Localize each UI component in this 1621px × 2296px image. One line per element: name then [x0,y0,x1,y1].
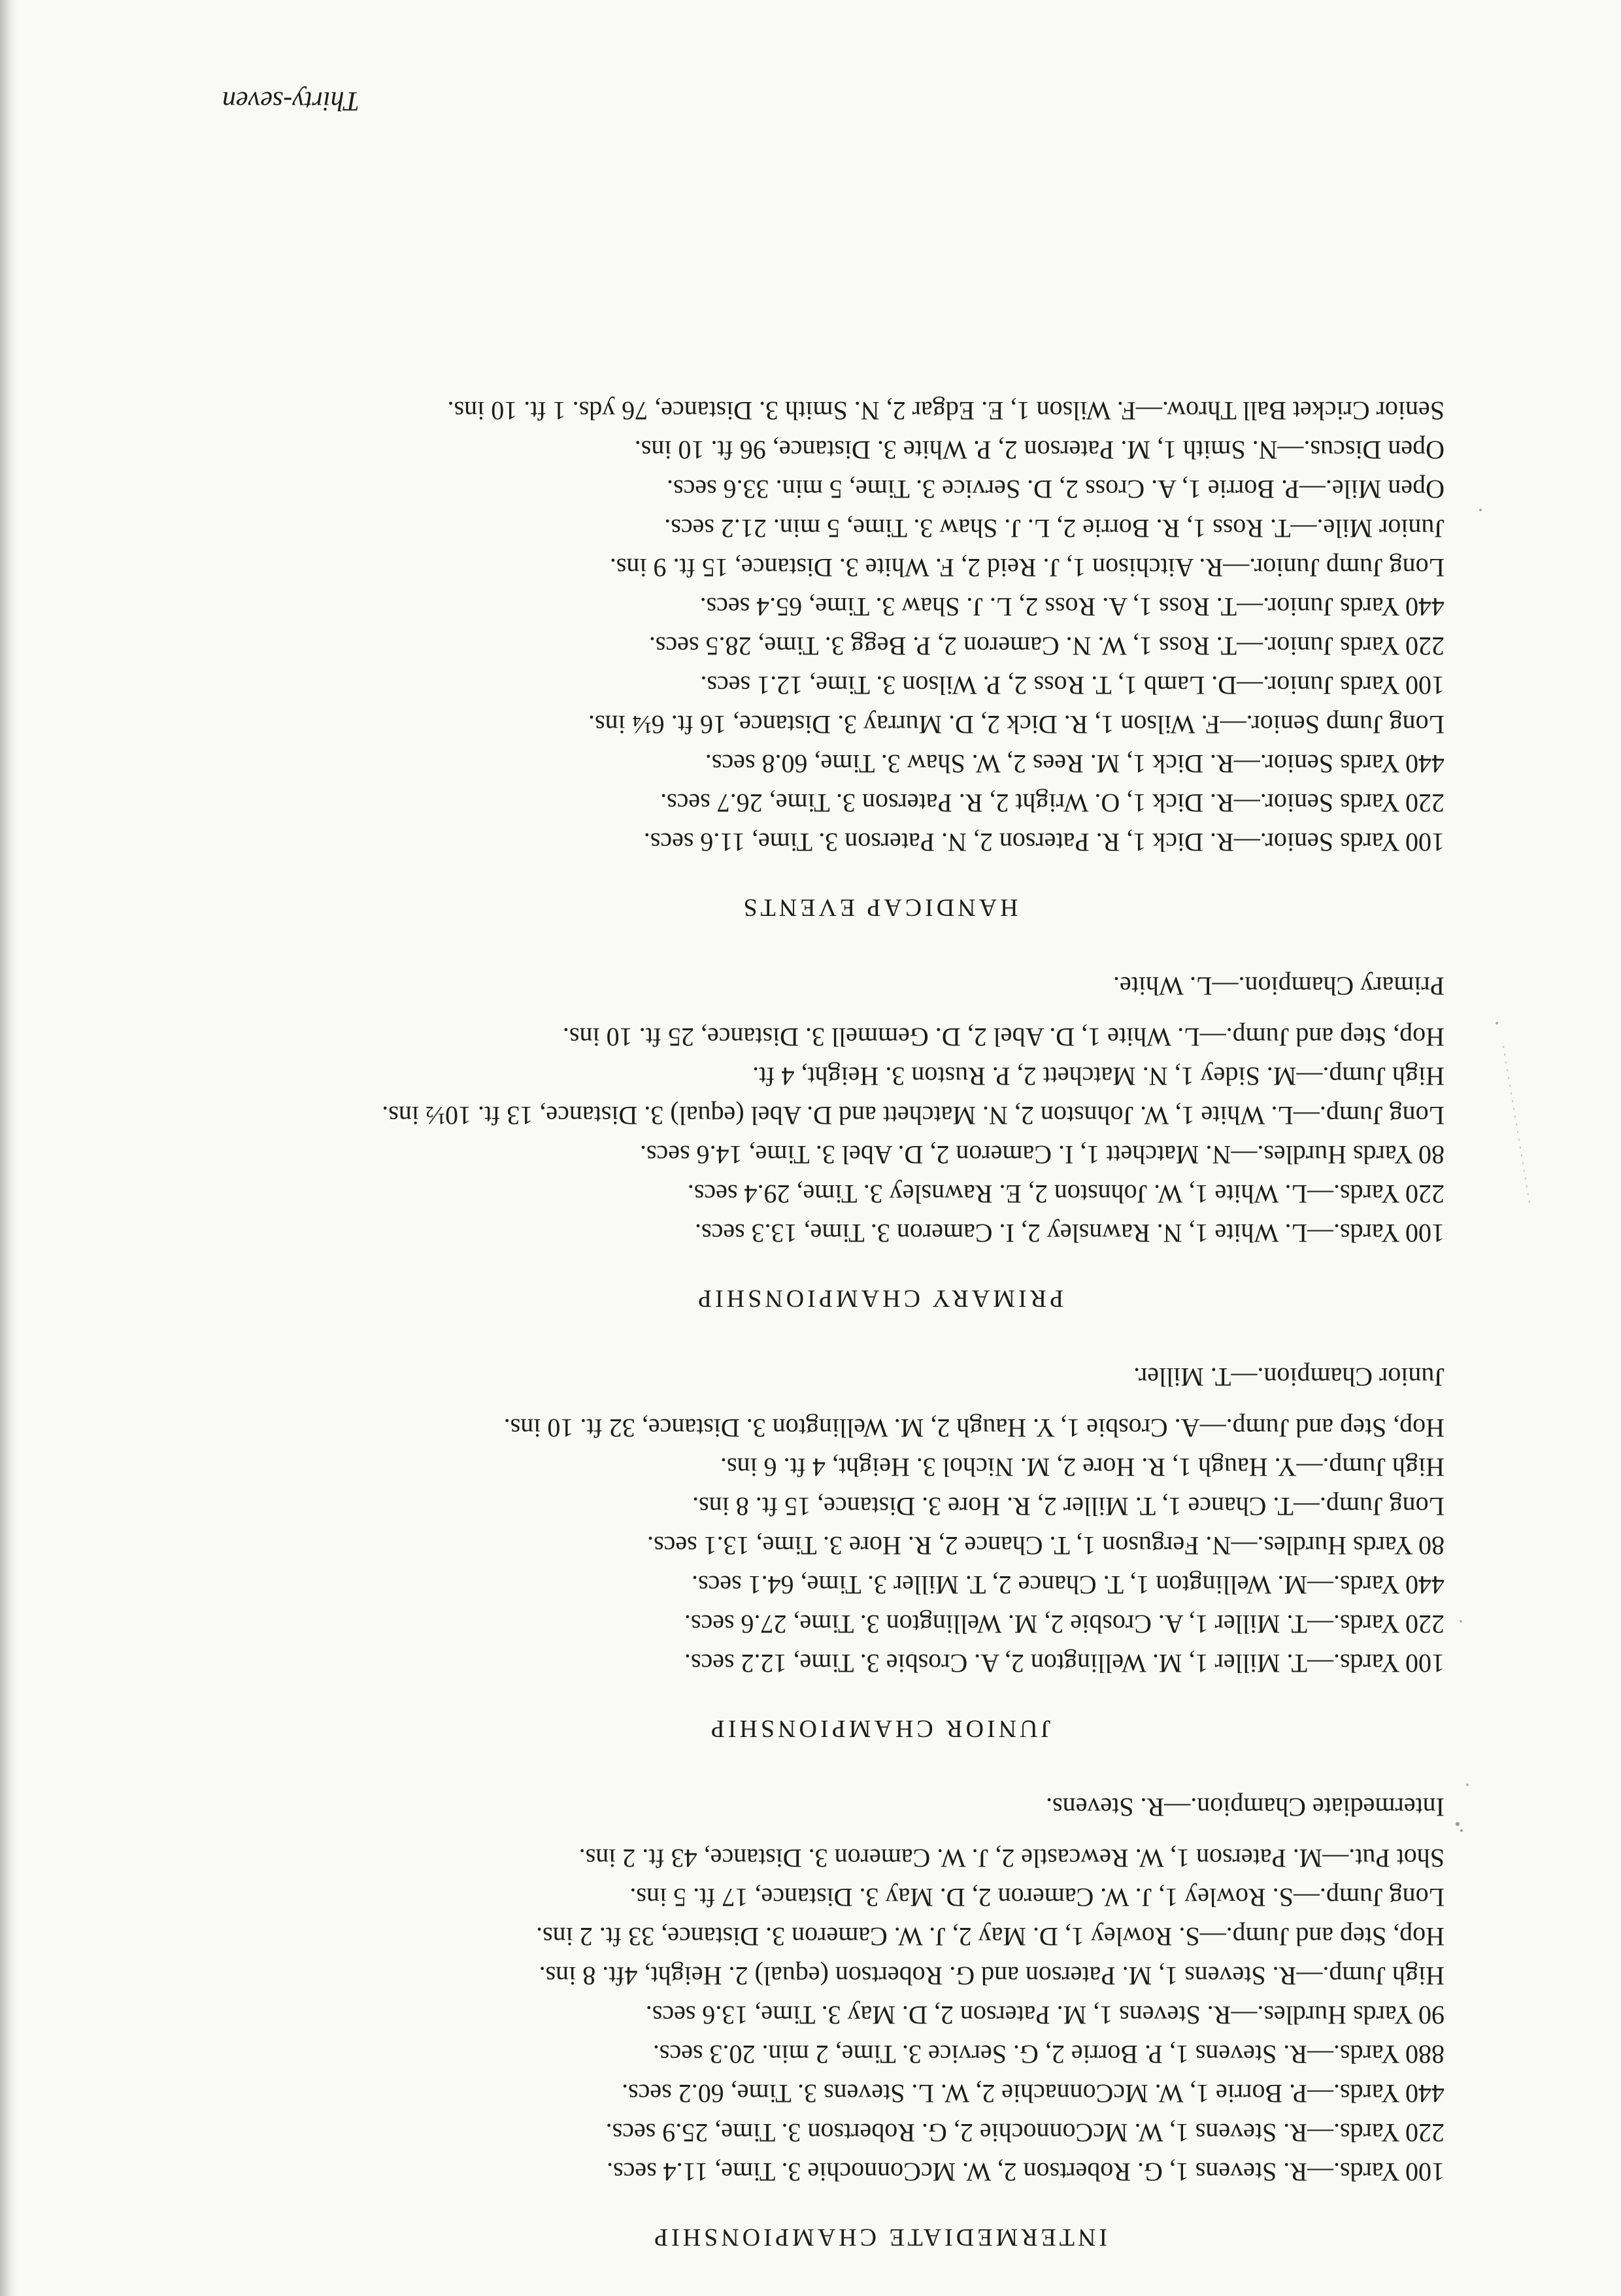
result-entry: Long Jump.—L. White 1, W. Johnston 2, N. Matchett and D. Abel (equal) 3. Distance, 13 ft. 10½ ins. [382,1101,1445,1130]
result-entry: Hop, Step and Jump.—A. Crosbie 1, Y. Haugh 2, M. Wellington 3. Distance, 32 ft. 10 ins. [503,1413,1445,1443]
result-entry: Senior Cricket Ball Throw.—F. Wilson 1, E. Edgar 2, N. Smith 3. Distance, 76 yds. 1 ft. 10 ins. [447,396,1445,426]
result-entry: Long Jump Senior.—F. Wilson 1, R. Dick 2, D. Murray 3. Distance, 16 ft. 6¼ ins. [588,710,1445,739]
section-heading: JUNIOR CHAMPIONSHIP [707,1715,1051,1742]
result-entry: 440 Yards Junior.—T. Ross 1, A. Ross 2, L. J. Shaw 3. Time, 65.4 secs. [699,592,1445,622]
result-entry: 100 Yards Junior.—D. Lamb 1, T. Ross 2, P. Wilson 3. Time, 12.1 secs. [700,671,1445,700]
result-entry: Open Mile.—P. Borrie 1, A. Cross 2, D. Service 3. Time, 5 min. 33.6 secs. [667,475,1445,504]
result-entry: 100 Yards.—L. White 1, N. Rawnsley 2, I. Cameron 3. Time, 13.3 secs. [695,1219,1445,1248]
page-number: Thirty-seven [222,86,359,116]
result-entry: 100 Yards Senior.—R. Dick 1, R. Paterson 2, N. Paterson 3. Time, 11.6 secs. [643,828,1445,857]
result-entry: 220 Yards.—L. White 1, W. Johnston 2, E. Rawnsley 3. Time, 29.4 secs. [687,1179,1445,1209]
result-entry: High Jump.—R. Stevens 1, M. Paterson and G. Robertson (equal) 2. Height, 4ft. 8 ins. [539,1961,1445,1991]
result-entry: High Jump.—Y. Haugh 1, R. Hore 2, M. Nichol 3. Height, 4 ft. 6 ins. [720,1453,1445,1482]
section-heading: HANDICAP EVENTS [740,894,1018,921]
section-heading: PRIMARY CHAMPIONSHIP [694,1285,1064,1312]
result-entry: 220 Yards Senior.—R. Dick 1, O. Wright 2, R. Paterson 3. Time, 26.7 secs. [660,788,1445,818]
result-entry: 440 Yards.—M. Wellington 1, T. Chance 2, T. Miller 3. Time, 64.1 secs. [692,1570,1445,1600]
result-entry: 80 Yards Hurdles.—N. Matchett 1, I. Cameron 2, D. Abel 3. Time, 14.6 secs. [639,1140,1445,1170]
result-entry: 90 Yards Hurdles.—R. Stevens 1, M. Paterson 2, D. May 3. Time, 13.6 secs. [645,2001,1445,2030]
result-entry: 220 Yards Junior.—T. Ross 1, W. N. Cameron 2, P. Begg 3. Time, 28.5 secs. [648,632,1445,661]
result-entry: Junior Mile.—T. Ross 1, R. Borrie 2, L. J. Shaw 3. Time, 5 min. 21.2 secs. [664,514,1445,543]
champion-line: Primary Champion.—L. White. [1113,971,1445,1001]
section-handicap [314,391,1445,927]
result-entry: Open Discus.—N. Smith 1, M. Paterson 2, P. White 3. Distance, 96 ft. 10 ins. [634,435,1445,465]
result-entry: 220 Yards.—R. Stevens 1, W. McConnochie 2, G. Robertson 3. Time, 25.9 secs. [605,2118,1445,2148]
section-primary [314,966,1445,1318]
result-entry: High Jump.—M. Sidey 1, N. Matchett 2, P. Ruston 3. Height, 4 ft. [752,1062,1445,1091]
result-entry: Long Jump.—S. Rowley 1, J. W. Cameron 2, D. May 3. Distance, 17 ft. 5 ins. [629,1883,1445,1912]
champion-line: Junior Champion.—T. Miller. [1133,1362,1445,1392]
result-entry: 100 Yards.—T. Miller 1, M. Wellington 2, A. Crosbie 3. Time, 12.2 secs. [684,1649,1445,1678]
result-entry: 100 Yards.—R. Stevens 1, G. Robertson 2, W. McConnochie 3. Time, 11.4 secs. [607,2157,1445,2187]
result-entry: 220 Yards.—T. Miller 1, A. Crosbie 2, M. Wellington 3. Time, 27.6 secs. [684,1610,1445,1639]
section-junior [314,1357,1445,1748]
section-intermediate [314,1787,1445,2257]
result-entry: Hop, Step and Jump.—L. White 1, D. Abel 2, D. Gemmell 3. Distance, 25 ft. 10 ins. [562,1022,1445,1052]
section-heading: INTERMEDIATE CHAMPIONSHIP [650,2223,1108,2251]
result-entry: 440 Yards Senior.—R. Dick 1, M. Rees 2, W. Shaw 3. Time, 60.8 secs. [705,749,1445,779]
result-entry: 440 Yards.—P. Borrie 1, W. McConnachie 2, W. L. Stevens 3. Time, 60.2 secs. [622,2079,1445,2108]
result-entry: 880 Yards.—R. Stevens 1, P. Borrie 2, G. Service 3. Time, 2 min. 20.3 secs. [652,2040,1445,2069]
content [314,391,1445,2257]
result-entry: Shot Put.—M. Paterson 1, W. Rewcastle 2, J. W. Cameron 3. Distance, 43 ft. 2 ins. [578,1844,1445,1873]
result-entry: 80 Yards Hurdles.—N. Ferguson 1, T. Chance 2, R. Hore 3. Time, 13.1 secs. [647,1531,1445,1561]
result-entry: Long Jump.—T. Chance 1, T. Miller 2, R. Hore 3. Distance, 15 ft. 8 ins. [692,1492,1445,1521]
result-entry: Long Jump Junior.—R. Aitchison 1, J. Reid 2, F. White 3. Distance, 15 ft. 9 ins. [609,553,1445,582]
result-entry: Hop, Step and Jump.—S. Rowley 1, D. May 2, J. W. Cameron 3. Distance, 33 ft. 2 ins. [536,1922,1445,1951]
champion-line: Intermediate Champion.—R. Stevens. [1046,1793,1445,1822]
